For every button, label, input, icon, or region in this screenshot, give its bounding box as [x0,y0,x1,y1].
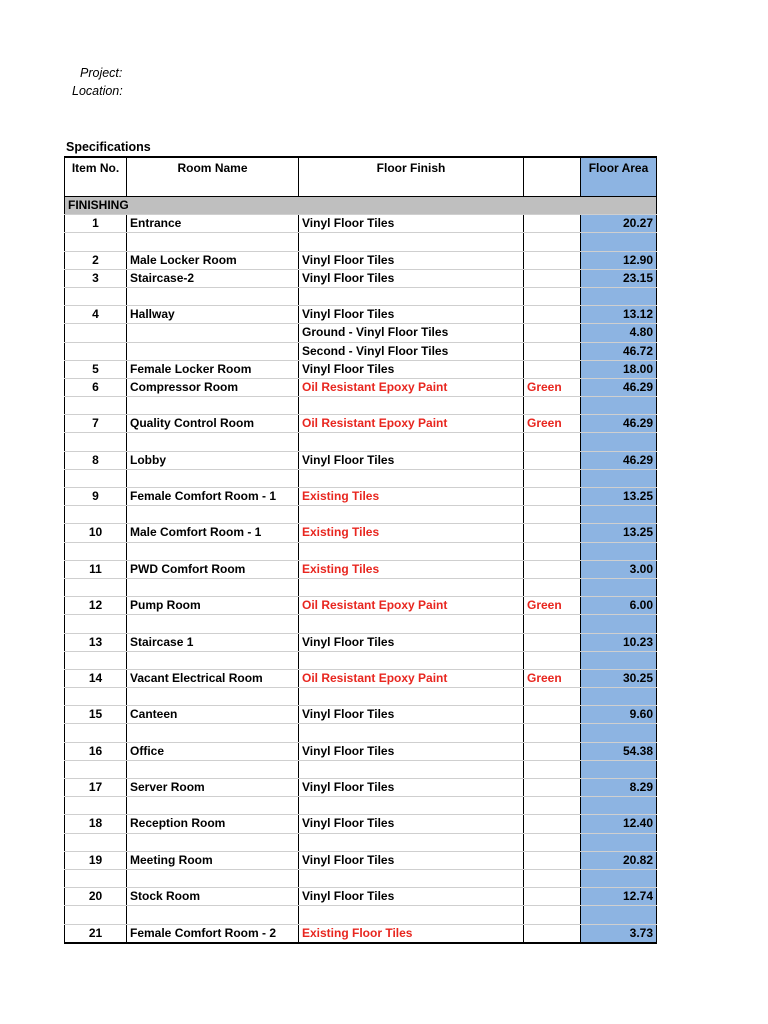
color-cell [524,269,581,287]
table-row [65,906,657,924]
section-row [65,197,657,215]
floor-area-cell: 20.27 [581,215,657,233]
floor-finish-cell [299,651,524,669]
floor-finish-cell [299,869,524,887]
floor-area-cell: 12.90 [581,251,657,269]
room-name-cell [127,833,299,851]
table-row [65,760,657,778]
floor-area-cell: 46.29 [581,415,657,433]
color-cell [524,397,581,415]
item-no-cell: 6 [65,378,127,396]
table-row [65,415,657,433]
section-label: FINISHING [65,197,657,215]
table-row [65,251,657,269]
room-name-cell [127,615,299,633]
floor-finish-cell: Existing Tiles [299,560,524,578]
item-no-cell: 10 [65,524,127,542]
floor-finish-cell: Oil Resistant Epoxy Paint [299,669,524,687]
item-no-cell [65,797,127,815]
floor-finish-cell [299,506,524,524]
table-row [65,924,657,943]
specifications-table [64,156,657,944]
room-name-cell [127,342,299,360]
floor-finish-cell [299,688,524,706]
item-no-cell: 13 [65,633,127,651]
color-cell [524,524,581,542]
item-no-cell [65,906,127,924]
floor-area-cell: 8.29 [581,779,657,797]
header-floor-area: Floor Area [581,157,657,197]
item-no-cell: 4 [65,306,127,324]
color-cell [524,906,581,924]
room-name-cell [127,233,299,251]
floor-area-cell: 13.12 [581,306,657,324]
floor-finish-cell: Vinyl Floor Tiles [299,851,524,869]
room-name-cell [127,542,299,560]
color-cell [524,815,581,833]
floor-finish-cell [299,578,524,596]
floor-finish-cell: Vinyl Floor Tiles [299,815,524,833]
floor-finish-cell [299,397,524,415]
color-cell [524,924,581,943]
item-no-cell: 8 [65,451,127,469]
floor-area-cell [581,287,657,305]
table-row [65,669,657,687]
color-cell [524,633,581,651]
floor-finish-cell [299,724,524,742]
table-row [65,833,657,851]
item-no-cell [65,233,127,251]
floor-finish-cell [299,760,524,778]
color-cell: Green [524,378,581,396]
header-floor-finish: Floor Finish [299,157,524,197]
floor-area-cell [581,578,657,596]
table-row [65,633,657,651]
item-no-cell: 20 [65,888,127,906]
color-cell [524,233,581,251]
table-row [65,888,657,906]
table-row [65,306,657,324]
item-no-cell: 17 [65,779,127,797]
color-cell [524,324,581,342]
table-row [65,597,657,615]
color-cell [524,779,581,797]
color-cell [524,542,581,560]
table-row [65,397,657,415]
floor-finish-cell [299,833,524,851]
floor-finish-cell: Vinyl Floor Tiles [299,888,524,906]
color-cell [524,615,581,633]
table-row [65,233,657,251]
floor-finish-cell: Vinyl Floor Tiles [299,306,524,324]
table-row [65,542,657,560]
room-name-cell [127,324,299,342]
item-no-cell [65,397,127,415]
table-row [65,651,657,669]
item-no-cell: 5 [65,360,127,378]
color-cell [524,287,581,305]
item-no-cell [65,615,127,633]
floor-finish-cell [299,906,524,924]
floor-finish-cell [299,433,524,451]
item-no-cell: 9 [65,488,127,506]
table-row [65,688,657,706]
color-cell [524,688,581,706]
project-label: Project: [80,66,123,80]
room-name-cell: Canteen [127,706,299,724]
color-cell [524,869,581,887]
item-no-cell: 3 [65,269,127,287]
floor-area-cell: 13.25 [581,488,657,506]
room-name-cell: Office [127,742,299,760]
floor-finish-cell: Vinyl Floor Tiles [299,779,524,797]
item-no-cell [65,342,127,360]
floor-finish-cell: Vinyl Floor Tiles [299,251,524,269]
floor-finish-cell: Vinyl Floor Tiles [299,269,524,287]
location-label: Location: [72,84,123,98]
room-name-cell: Pump Room [127,597,299,615]
table-row [65,779,657,797]
floor-area-cell [581,688,657,706]
table-row [65,324,657,342]
item-no-cell: 15 [65,706,127,724]
floor-area-cell: 3.00 [581,560,657,578]
floor-area-cell [581,433,657,451]
floor-finish-cell [299,615,524,633]
table-row [65,524,657,542]
color-cell [524,433,581,451]
color-cell [524,469,581,487]
floor-area-cell: 13.25 [581,524,657,542]
floor-area-cell: 46.29 [581,378,657,396]
item-no-cell [65,542,127,560]
item-no-cell: 1 [65,215,127,233]
room-name-cell: Vacant Electrical Room [127,669,299,687]
table-row [65,360,657,378]
floor-area-cell: 3.73 [581,924,657,943]
color-cell [524,251,581,269]
room-name-cell [127,469,299,487]
header-room-name: Room Name [127,157,299,197]
room-name-cell: Reception Room [127,815,299,833]
item-no-cell: 21 [65,924,127,943]
floor-finish-cell: Oil Resistant Epoxy Paint [299,378,524,396]
table-row [65,815,657,833]
table-row [65,742,657,760]
room-name-cell: Server Room [127,779,299,797]
floor-finish-cell: Vinyl Floor Tiles [299,215,524,233]
floor-finish-cell [299,233,524,251]
floor-area-cell: 54.38 [581,742,657,760]
floor-finish-cell: Vinyl Floor Tiles [299,742,524,760]
floor-area-cell [581,397,657,415]
specifications-label: Specifications [66,140,151,154]
floor-area-cell: 18.00 [581,360,657,378]
floor-area-cell: 4.80 [581,324,657,342]
table-row [65,560,657,578]
table-row [65,706,657,724]
floor-area-cell [581,797,657,815]
floor-finish-cell: Oil Resistant Epoxy Paint [299,415,524,433]
table-row [65,488,657,506]
floor-finish-cell: Existing Tiles [299,524,524,542]
floor-area-cell [581,651,657,669]
room-name-cell: Hallway [127,306,299,324]
table-row [65,724,657,742]
header-item-no: Item No. [65,157,127,197]
floor-area-cell [581,469,657,487]
floor-finish-cell: Oil Resistant Epoxy Paint [299,597,524,615]
floor-area-cell [581,906,657,924]
room-name-cell: Meeting Room [127,851,299,869]
color-cell [524,706,581,724]
item-no-cell: 16 [65,742,127,760]
floor-area-cell [581,724,657,742]
color-cell [524,797,581,815]
table-row [65,342,657,360]
color-cell: Green [524,669,581,687]
floor-finish-cell [299,542,524,560]
table-row [65,451,657,469]
room-name-cell: Staircase 1 [127,633,299,651]
floor-area-cell: 6.00 [581,597,657,615]
table-row [65,269,657,287]
color-cell [524,724,581,742]
table-row [65,469,657,487]
table-header-row [65,157,657,197]
item-no-cell [65,433,127,451]
floor-area-cell: 12.40 [581,815,657,833]
room-name-cell: Stock Room [127,888,299,906]
item-no-cell [65,688,127,706]
room-name-cell: Female Comfort Room - 1 [127,488,299,506]
item-no-cell: 18 [65,815,127,833]
room-name-cell: Male Comfort Room - 1 [127,524,299,542]
room-name-cell [127,906,299,924]
floor-area-cell: 46.29 [581,451,657,469]
room-name-cell: Compressor Room [127,378,299,396]
room-name-cell [127,724,299,742]
table-row [65,869,657,887]
item-no-cell [65,324,127,342]
color-cell [524,560,581,578]
floor-area-cell: 23.15 [581,269,657,287]
floor-area-cell [581,506,657,524]
table-row [65,506,657,524]
color-cell [524,451,581,469]
color-cell: Green [524,415,581,433]
table-row [65,578,657,596]
color-cell [524,888,581,906]
item-no-cell: 12 [65,597,127,615]
floor-area-cell [581,760,657,778]
floor-finish-cell: Existing Floor Tiles [299,924,524,943]
floor-area-cell: 12.74 [581,888,657,906]
room-name-cell: Female Comfort Room - 2 [127,924,299,943]
table-row [65,287,657,305]
floor-area-cell [581,833,657,851]
floor-finish-cell: Vinyl Floor Tiles [299,360,524,378]
header-color-blank [524,157,581,197]
floor-area-cell: 9.60 [581,706,657,724]
table-row [65,215,657,233]
floor-area-cell: 10.23 [581,633,657,651]
floor-finish-cell: Vinyl Floor Tiles [299,633,524,651]
floor-area-cell [581,615,657,633]
color-cell [524,342,581,360]
color-cell [524,851,581,869]
room-name-cell: Quality Control Room [127,415,299,433]
room-name-cell [127,578,299,596]
room-name-cell [127,688,299,706]
item-no-cell [65,506,127,524]
room-name-cell [127,760,299,778]
floor-finish-cell: Vinyl Floor Tiles [299,706,524,724]
item-no-cell: 2 [65,251,127,269]
room-name-cell: Entrance [127,215,299,233]
floor-finish-cell [299,469,524,487]
item-no-cell [65,869,127,887]
floor-finish-cell [299,287,524,305]
item-no-cell [65,287,127,305]
room-name-cell: Male Locker Room [127,251,299,269]
floor-finish-cell: Ground - Vinyl Floor Tiles [299,324,524,342]
table-row [65,797,657,815]
color-cell: Green [524,597,581,615]
floor-finish-cell: Existing Tiles [299,488,524,506]
room-name-cell [127,869,299,887]
room-name-cell [127,397,299,415]
room-name-cell: Staircase-2 [127,269,299,287]
item-no-cell [65,651,127,669]
item-no-cell: 19 [65,851,127,869]
floor-area-cell [581,233,657,251]
color-cell [524,215,581,233]
floor-area-cell [581,869,657,887]
item-no-cell [65,833,127,851]
color-cell [524,833,581,851]
floor-area-cell: 20.82 [581,851,657,869]
floor-area-cell: 46.72 [581,342,657,360]
color-cell [524,651,581,669]
color-cell [524,360,581,378]
room-name-cell: Female Locker Room [127,360,299,378]
floor-finish-cell: Second - Vinyl Floor Tiles [299,342,524,360]
table-row [65,433,657,451]
item-no-cell: 11 [65,560,127,578]
item-no-cell [65,469,127,487]
item-no-cell: 14 [65,669,127,687]
room-name-cell [127,287,299,305]
floor-area-cell: 30.25 [581,669,657,687]
item-no-cell: 7 [65,415,127,433]
floor-area-cell [581,542,657,560]
color-cell [524,506,581,524]
room-name-cell: Lobby [127,451,299,469]
table-row [65,615,657,633]
table-row [65,378,657,396]
color-cell [524,306,581,324]
floor-finish-cell [299,797,524,815]
table-row [65,851,657,869]
room-name-cell [127,433,299,451]
item-no-cell [65,724,127,742]
color-cell [524,742,581,760]
floor-finish-cell: Vinyl Floor Tiles [299,451,524,469]
room-name-cell: PWD Comfort Room [127,560,299,578]
color-cell [524,760,581,778]
item-no-cell [65,578,127,596]
room-name-cell [127,506,299,524]
room-name-cell [127,797,299,815]
room-name-cell [127,651,299,669]
color-cell [524,488,581,506]
color-cell [524,578,581,596]
item-no-cell [65,760,127,778]
